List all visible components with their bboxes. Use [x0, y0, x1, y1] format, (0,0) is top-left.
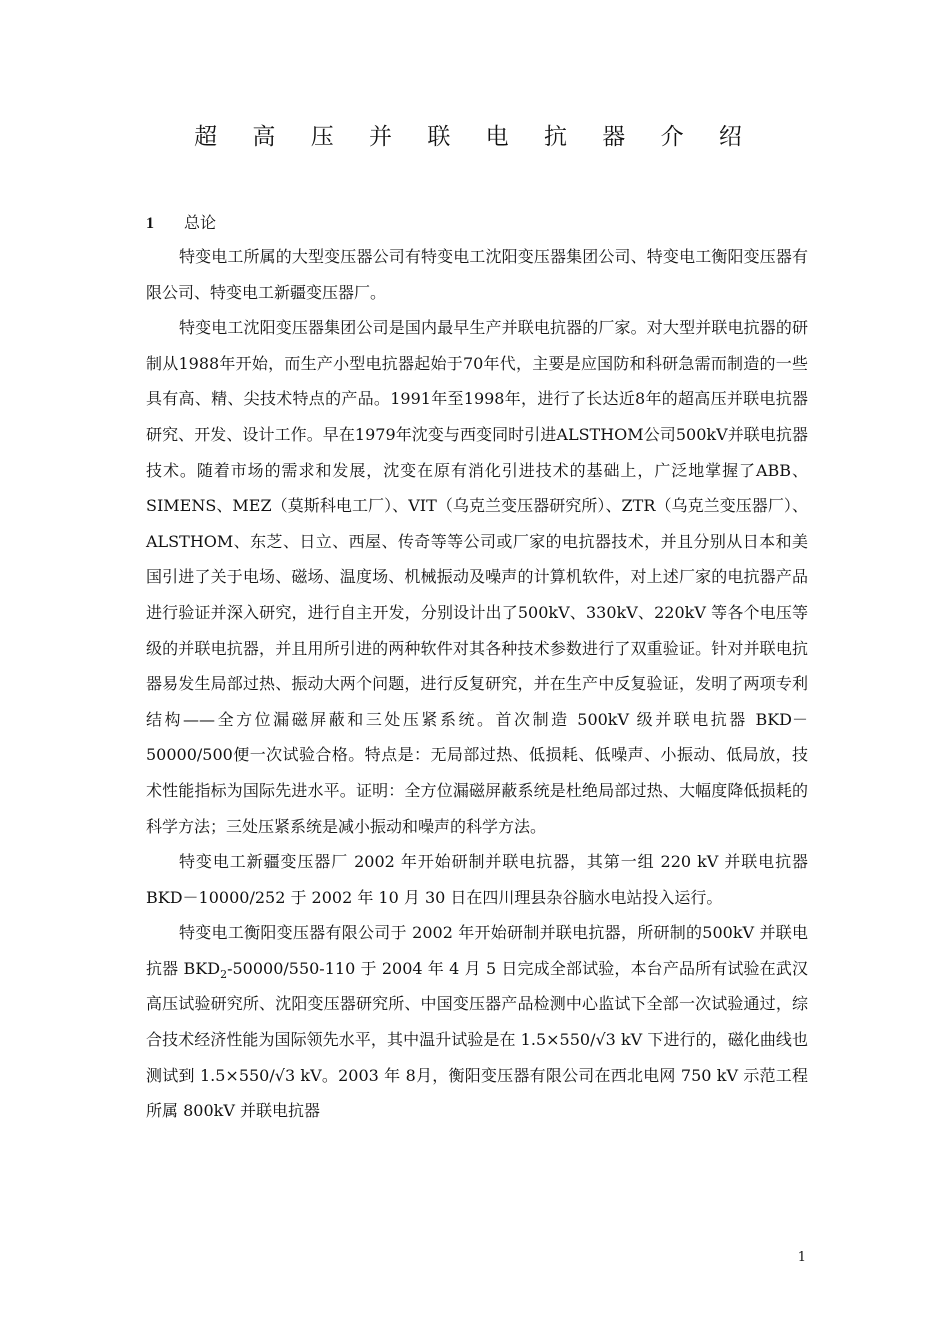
document-title: 超 高 压 并 联 电 抗 器 介 绍: [194, 124, 756, 150]
paragraph-4-text-a: 特变电工衡阳变压器有限公司于 2002 年开始研制并联电抗器，所研制的500kV 并联电抗器 BKD: [146, 923, 808, 978]
paragraph-4-text-b: -50000/550-110 于 2004 年 4 月 5 日完成全部试验，本台产品所有试验在武汉高压试验研究所、沈阳变压器研究所、中国变压器产品检测中心监试下全部一次试验通过，综合技术经济性能为国际领先水平，其中温升试验是在 1.5×550/√3 kV 下进行的，磁化曲线也测试到 1.5×550/√3 kV。2003 年 8月，衡阳变压器有限公司在西北电网 750 kV 示范工程所属 800kV 并联电抗器: [146, 958, 808, 1121]
section-heading: [146, 210, 216, 233]
section-number: 1: [146, 215, 154, 232]
paragraph-2: 特变电工沈阳变压器集团公司是国内最早生产并联电抗器的厂家。对大型并联电抗器的研制从1988年开始，而生产小型电抗器起始于70年代，主要是应国防和科研急需而制造的一些具有高、精、尖技术特点的产品。1991年至1998年，进行了长达近8年的超高压并联电抗器研究、开发、设计工作。早在1979年沈变与西变同时引进ALSTHOM公司500kV并联电抗器技术。随着市场的需求和发展，沈变在原有消化引进技术的基础上，广泛地掌握了ABB、SIMENS、MEZ（莫斯科电工厂）、VIT（乌克兰变压器研究所）、ZTR（乌克兰变压器厂）、ALSTHOM、东芝、日立、西屋、传奇等等公司或厂家的电抗器技术，并且分别从日本和美国引进了关于电场、磁场、温度场、机械振动及噪声的计算机软件，对上述厂家的电抗器产品进行验证并深入研究，进行自主开发，分别设计出了500kV、330kV、220kV 等各个电压等级的并联电抗器，并且用所引进的两种软件对其各种技术参数进行了双重验证。针对并联电抗器易发生局部过热、振动大两个问题，进行反复研究，并在生产中反复验证，发明了两项专利结构——全方位漏磁屏蔽和三处压紧系统。首次制造 500kV 级并联电抗器 BKD－50000/500便一次试验合格。特点是：无局部过热、低损耗、低噪声、小振动、低局放，技术性能指标为国际先进水平。证明：全方位漏磁屏蔽系统是杜绝局部过热、大幅度降低损耗的科学方法；三处压紧系统是减小振动和噪声的科学方法。: [146, 318, 808, 836]
page-number: 1: [797, 1250, 806, 1265]
paragraph-1: 特变电工所属的大型变压器公司有特变电工沈阳变压器集团公司、特变电工衡阳变压器有限公司、特变电工新疆变压器厂。: [146, 247, 808, 302]
paragraph-3: 特变电工新疆变压器厂 2002 年开始研制并联电抗器，其第一组 220 kV 并联电抗器 BKD－10000/252 于 2002 年 10 月 30 日在四川理县杂谷脑水电站投入运行。: [146, 852, 808, 907]
document-body: [146, 239, 808, 1129]
paragraph-4-subscript: 2: [220, 968, 228, 982]
section-title: 总论: [184, 213, 217, 232]
paragraph-4: [146, 915, 808, 1129]
